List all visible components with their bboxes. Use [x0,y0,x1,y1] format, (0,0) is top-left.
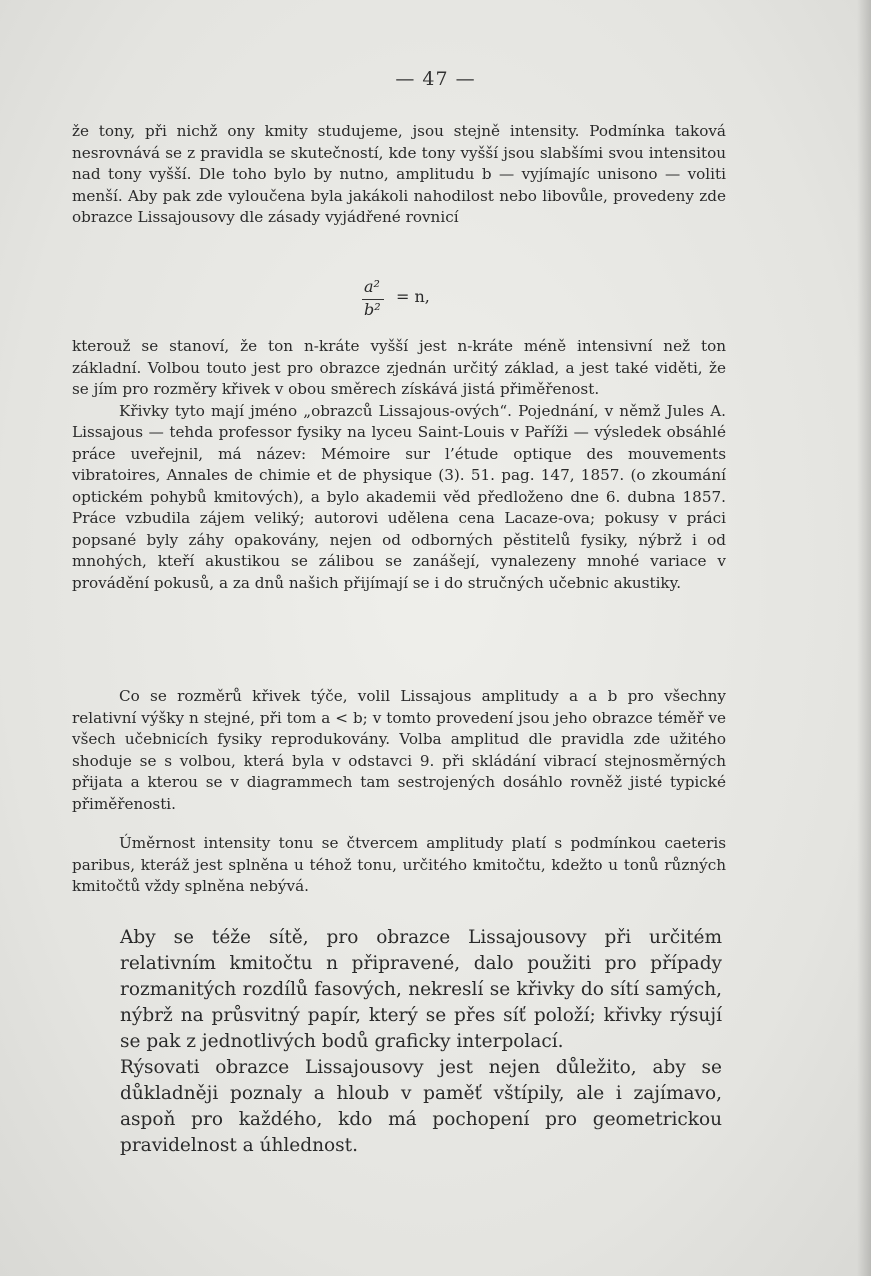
paragraph-1: že tony, při nichž ony kmity studujeme, jsou stejně intensity. Podmínka taková nesrovnává se z pravidla se skutečností, kde tony vyšší jsou slabšími svou intensitou nad tony vyšší. Dle toho bylo by nutno, amplitudu b — vyjímajíc unisono — voliti menší. Aby pak zde vyloučena byla jakákoli nahodilost nebo libovůle, provedeny zde obrazce Lissajousovy dle zásady vyjádřené rovnicí [72,122,726,226]
paragraph-2: kterouž se stanoví, že ton n-kráte vyšší jest n-kráte méně intensivní než ton základní. Volbou touto jest pro obrazce zjednán určitý základ, a jest také viděti, že se jím pro rozměry křivek v obou směrech získává jistá přiměřenost. [72,337,726,398]
equation-amplitude-ratio [360,275,460,325]
paragraph-block-1 [72,121,726,229]
equation-rhs: = n, [396,287,430,306]
paragraph-4: Co se rozměrů křivek týče, volil Lissajous amplitudy a a b pro všechny relativní výšky n stejné, při tom a < b; v tomto provedení jsou jeho obrazce téměř ve všech učebnicích fysiky reprodukovány. Volba amplitud dle pravidla zde užitého shoduje se s volbou, která byla v odstavci 9. při skládání vibrací stejnosměrných přijata a kterou se v diagrammech tam sestrojených dosáhlo rovněž jisté typické přiměřenosti. [72,687,726,813]
paragraph-block-5 [120,925,722,1159]
paragraph-6: Aby se téže sítě, pro obrazce Lissajousovy při určitém relativním kmitočtu n připravené, dalo použiti pro případy rozmanitých rozdílů fasových, nekreslí se křivky do sítí samých, nýbrž na průsvitný papír, který se přes síť položí; křivky rýsují se pak z jednotlivých bodů graficky interpolací. [120,927,722,1052]
paragraph-7: Rýsovati obrazce Lissajousovy jest nejen důležito, aby se důkladněji poznaly a hloub v paměť vštípily, ale i zajímavo, aspoň pro každého, kdo má pochopení pro geometrickou pravidelnost a úhlednost. [120,1057,722,1156]
paragraph-block-4 [72,833,726,898]
equation-numerator: a² [364,277,380,296]
paragraph-block-3 [72,686,726,815]
paragraph-5: Úměrnost intensity tonu se čtvercem amplitudy platí s podmínkou caeteris paribus, kteráž jest splněna u téhož tonu, určitého kmitočtu, kdežto u tonů různých kmitočtů vždy splněna nebývá. [72,834,726,895]
paragraph-3: Křivky tyto mají jméno „obrazců Lissajous-ových“. Pojednání, v němž Jules A. Lissajous — tehda professor fysiky na lyceu Saint-Louis v Paříži — výsledek obsáhlé práce uveřejnil, má název: Mémoire sur l’étude optique des mouvements vibratoires, Annales de chimie et de physique (3). 51. pag. 147, 1857. (o zkoumání optickém pohybů kmitových), a bylo akademii věd předloženo dne 6. dubna 1857. Práce vzbudila zájem veliký; autorovi udělena cena Lacaze-ova; pokusy v práci popsané byly záhy opakovány, nejen od odborných pěstitelů fysiky, nýbrž i od mnohých, kteří akustikou se zálibou se zanášejí, vynalezeny mnohé variace v provádění pokusů, a za dnů našich přijímají se i do stručných učebnic akustiky. [72,401,726,592]
equation-denominator: b² [364,300,381,319]
page-number: — 47 — [395,68,476,90]
page-edge-shadow [857,0,871,1276]
paragraph-block-2 [72,336,726,594]
